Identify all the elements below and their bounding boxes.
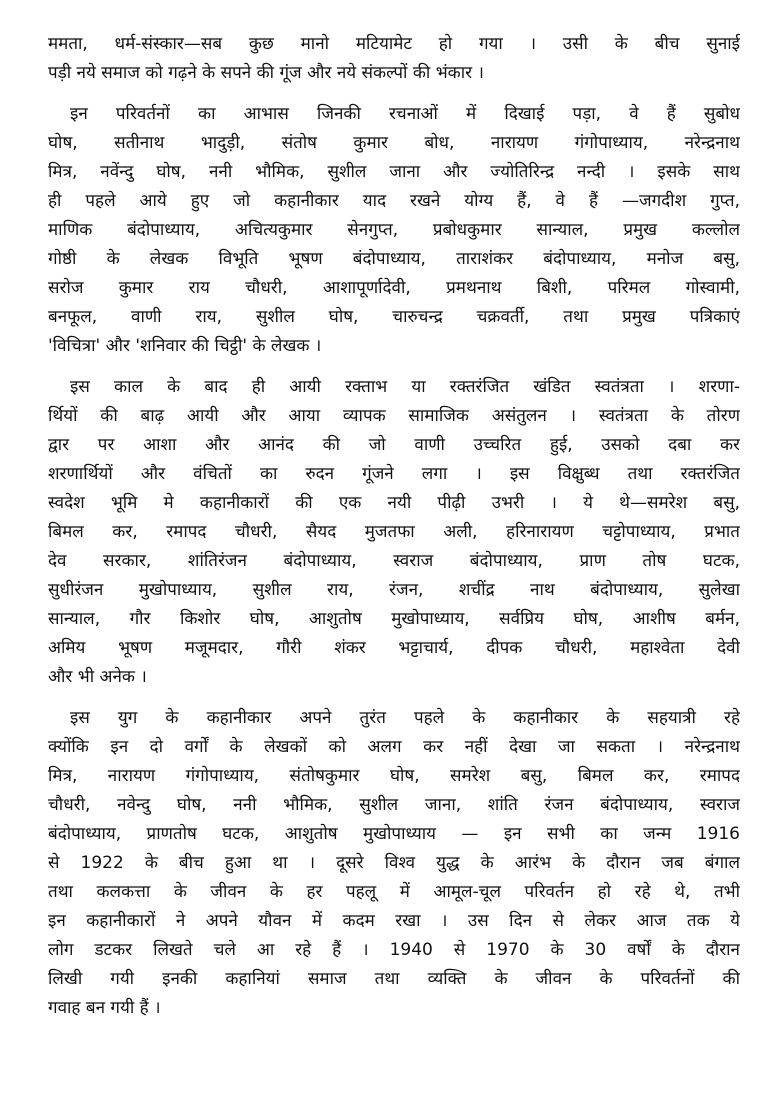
text-line: लोग डटकर लिखते चले आ रहे हैं । 1940 से 1970 के 30 वर्षों के दौरान bbox=[48, 940, 740, 960]
text-line: सरोज कुमार राय चौधरी, आशापूर्णादेवी, प्रमथनाथ बिशी, परिमल गोस्वामी, bbox=[48, 278, 740, 298]
text-line: तथा कलकत्ता के जीवन के हर पहलू में आमूल-चूल परिवर्तन हो रहे थे, तभी bbox=[48, 882, 740, 902]
text-line: शरणार्थियों और वंचितों का रुदन गूंजने लगा । इस विक्षुब्ध तथा रक्तरंजित bbox=[48, 464, 740, 484]
text-line: देव सरकार, शांतिरंजन बंदोपाध्याय, स्वराज बंदोपाध्याय, प्राण तोष घटक, bbox=[48, 551, 740, 571]
text-line: माणिक बंदोपाध्याय, अचित्यकुमार सेनगुप्त, प्रबोधकुमार सान्याल, प्रमुख कल्लोल bbox=[48, 220, 740, 240]
text-line: मित्र, नवेंन्दु घोष, ननी भौमिक, सुशील जाना और ज्योतिरिन्द्र नन्दी । इसके साथ bbox=[48, 162, 740, 182]
paragraph-2 bbox=[48, 100, 740, 361]
paragraph-3 bbox=[48, 373, 740, 692]
text-line: गोष्ठी के लेखक विभूति भूषण बंदोपाध्याय, ताराशंकर बंदोपाध्याय, मनोज बसु, bbox=[48, 249, 740, 269]
text-line: बंदोपाध्याय, प्राणतोष घटक, आशुतोष मुखोपाध्याय — इन सभी का जन्म 1916 bbox=[48, 824, 740, 844]
text-line: चौधरी, नवेन्दु घोष, ननी भौमिक, सुशील जाना, शांति रंजन बंदोपाध्याय, स्वराज bbox=[48, 795, 740, 815]
text-line: ही पहले आये हुए जो कहानीकार याद रखने योग्य हैं, वे हैं —जगदीश गुप्त, bbox=[48, 191, 740, 211]
text-line: मित्र, नारायण गंगोपाध्याय, संतोषकुमार घोष, समरेश बसु, बिमल कर, रमापद bbox=[48, 766, 740, 786]
text-line: और भी अनेक । bbox=[48, 667, 147, 687]
text-line: सुधीरंजन मुखोपाध्याय, सुशील राय, रंजन, शचींद्र नाथ बंदोपाध्याय, सुलेखा bbox=[48, 580, 740, 600]
text-line: ममता, धर्म-संस्कार—सब कुछ मानो मटियामेट हो गया । उसी के बीच सुनाई bbox=[48, 34, 740, 54]
text-line: से 1922 के बीच हुआ था । दूसरे विश्व युद्ध के आरंभ के दौरान जब बंगाल bbox=[48, 853, 740, 873]
text-line: अमिय भूषण मजूमदार, गौरी शंकर भट्टाचार्य, दीपक चौधरी, महाश्वेता देवी bbox=[48, 638, 740, 658]
text-line: 'विचित्रा' और 'शनिवार की चिट्ठी' के लेखक । bbox=[48, 336, 322, 356]
paragraph-1 bbox=[48, 30, 740, 88]
text-line: बिमल कर, रमापद चौधरी, सैयद मुजतफा अली, हरिनारायण चट्टोपाध्याय, प्रभात bbox=[48, 522, 740, 542]
text-line: गवाह बन गयी हैं । bbox=[48, 998, 161, 1018]
text-line: सान्याल, गौर किशोर घोष, आशुतोष मुखोपाध्याय, सर्वप्रिय घोष, आशीष बर्मन, bbox=[48, 609, 740, 629]
text-line: पड़ी नये समाज को गढ़ने के सपने की गूंज और नये संकल्पों की भंकार । bbox=[48, 63, 484, 83]
text-line: द्वार पर आशा और आनंद की जो वाणी उच्चरित हुई, उसको दबा कर bbox=[48, 435, 740, 455]
text-line: घोष, सतीनाथ भादुड़ी, संतोष कुमार बोध, नारायण गंगोपाध्याय, नरेन्द्रनाथ bbox=[48, 133, 740, 153]
text-line: इन परिवर्तनों का आभास जिनकी रचनाओं में दिखाई पड़ा, वे हैं सुबोध bbox=[70, 104, 740, 124]
text-line: इन कहानीकारों ने अपने यौवन में कदम रखा । उस दिन से लेकर आज तक ये bbox=[48, 911, 740, 931]
text-line: इस युग के कहानीकार अपने तुरंत पहले के कहानीकार के सहयात्री रहे bbox=[70, 708, 740, 728]
text-line: बनफूल, वाणी राय, सुशील घोष, चारुचन्द्र चक्रवर्ती, तथा प्रमुख पत्रिकाएं bbox=[48, 307, 740, 327]
paragraph-4 bbox=[48, 704, 740, 1023]
text-line: क्योंकि इन दो वर्गों के लेखकों को अलग कर नहीं देखा जा सकता । नरेन्द्रनाथ bbox=[48, 737, 740, 757]
text-line: स्वदेश भूमि मे कहानीकारों की एक नयी पीढ़ी उभरी । ये थे—समरेश बसु, bbox=[48, 493, 740, 513]
text-line: लिखी गयी इनकी कहानियां समाज तथा व्यक्ति के जीवन के परिवर्तनों की bbox=[48, 969, 740, 989]
text-line: इस काल के बाद ही आयी रक्ताभ या रक्तरंजित खंडित स्वतंत्रता । शरणा- bbox=[70, 377, 740, 397]
text-line: र्थियों की बाढ़ आयी और आया व्यापक सामाजिक असंतुलन । स्वतंत्रता के तोरण bbox=[48, 406, 740, 426]
